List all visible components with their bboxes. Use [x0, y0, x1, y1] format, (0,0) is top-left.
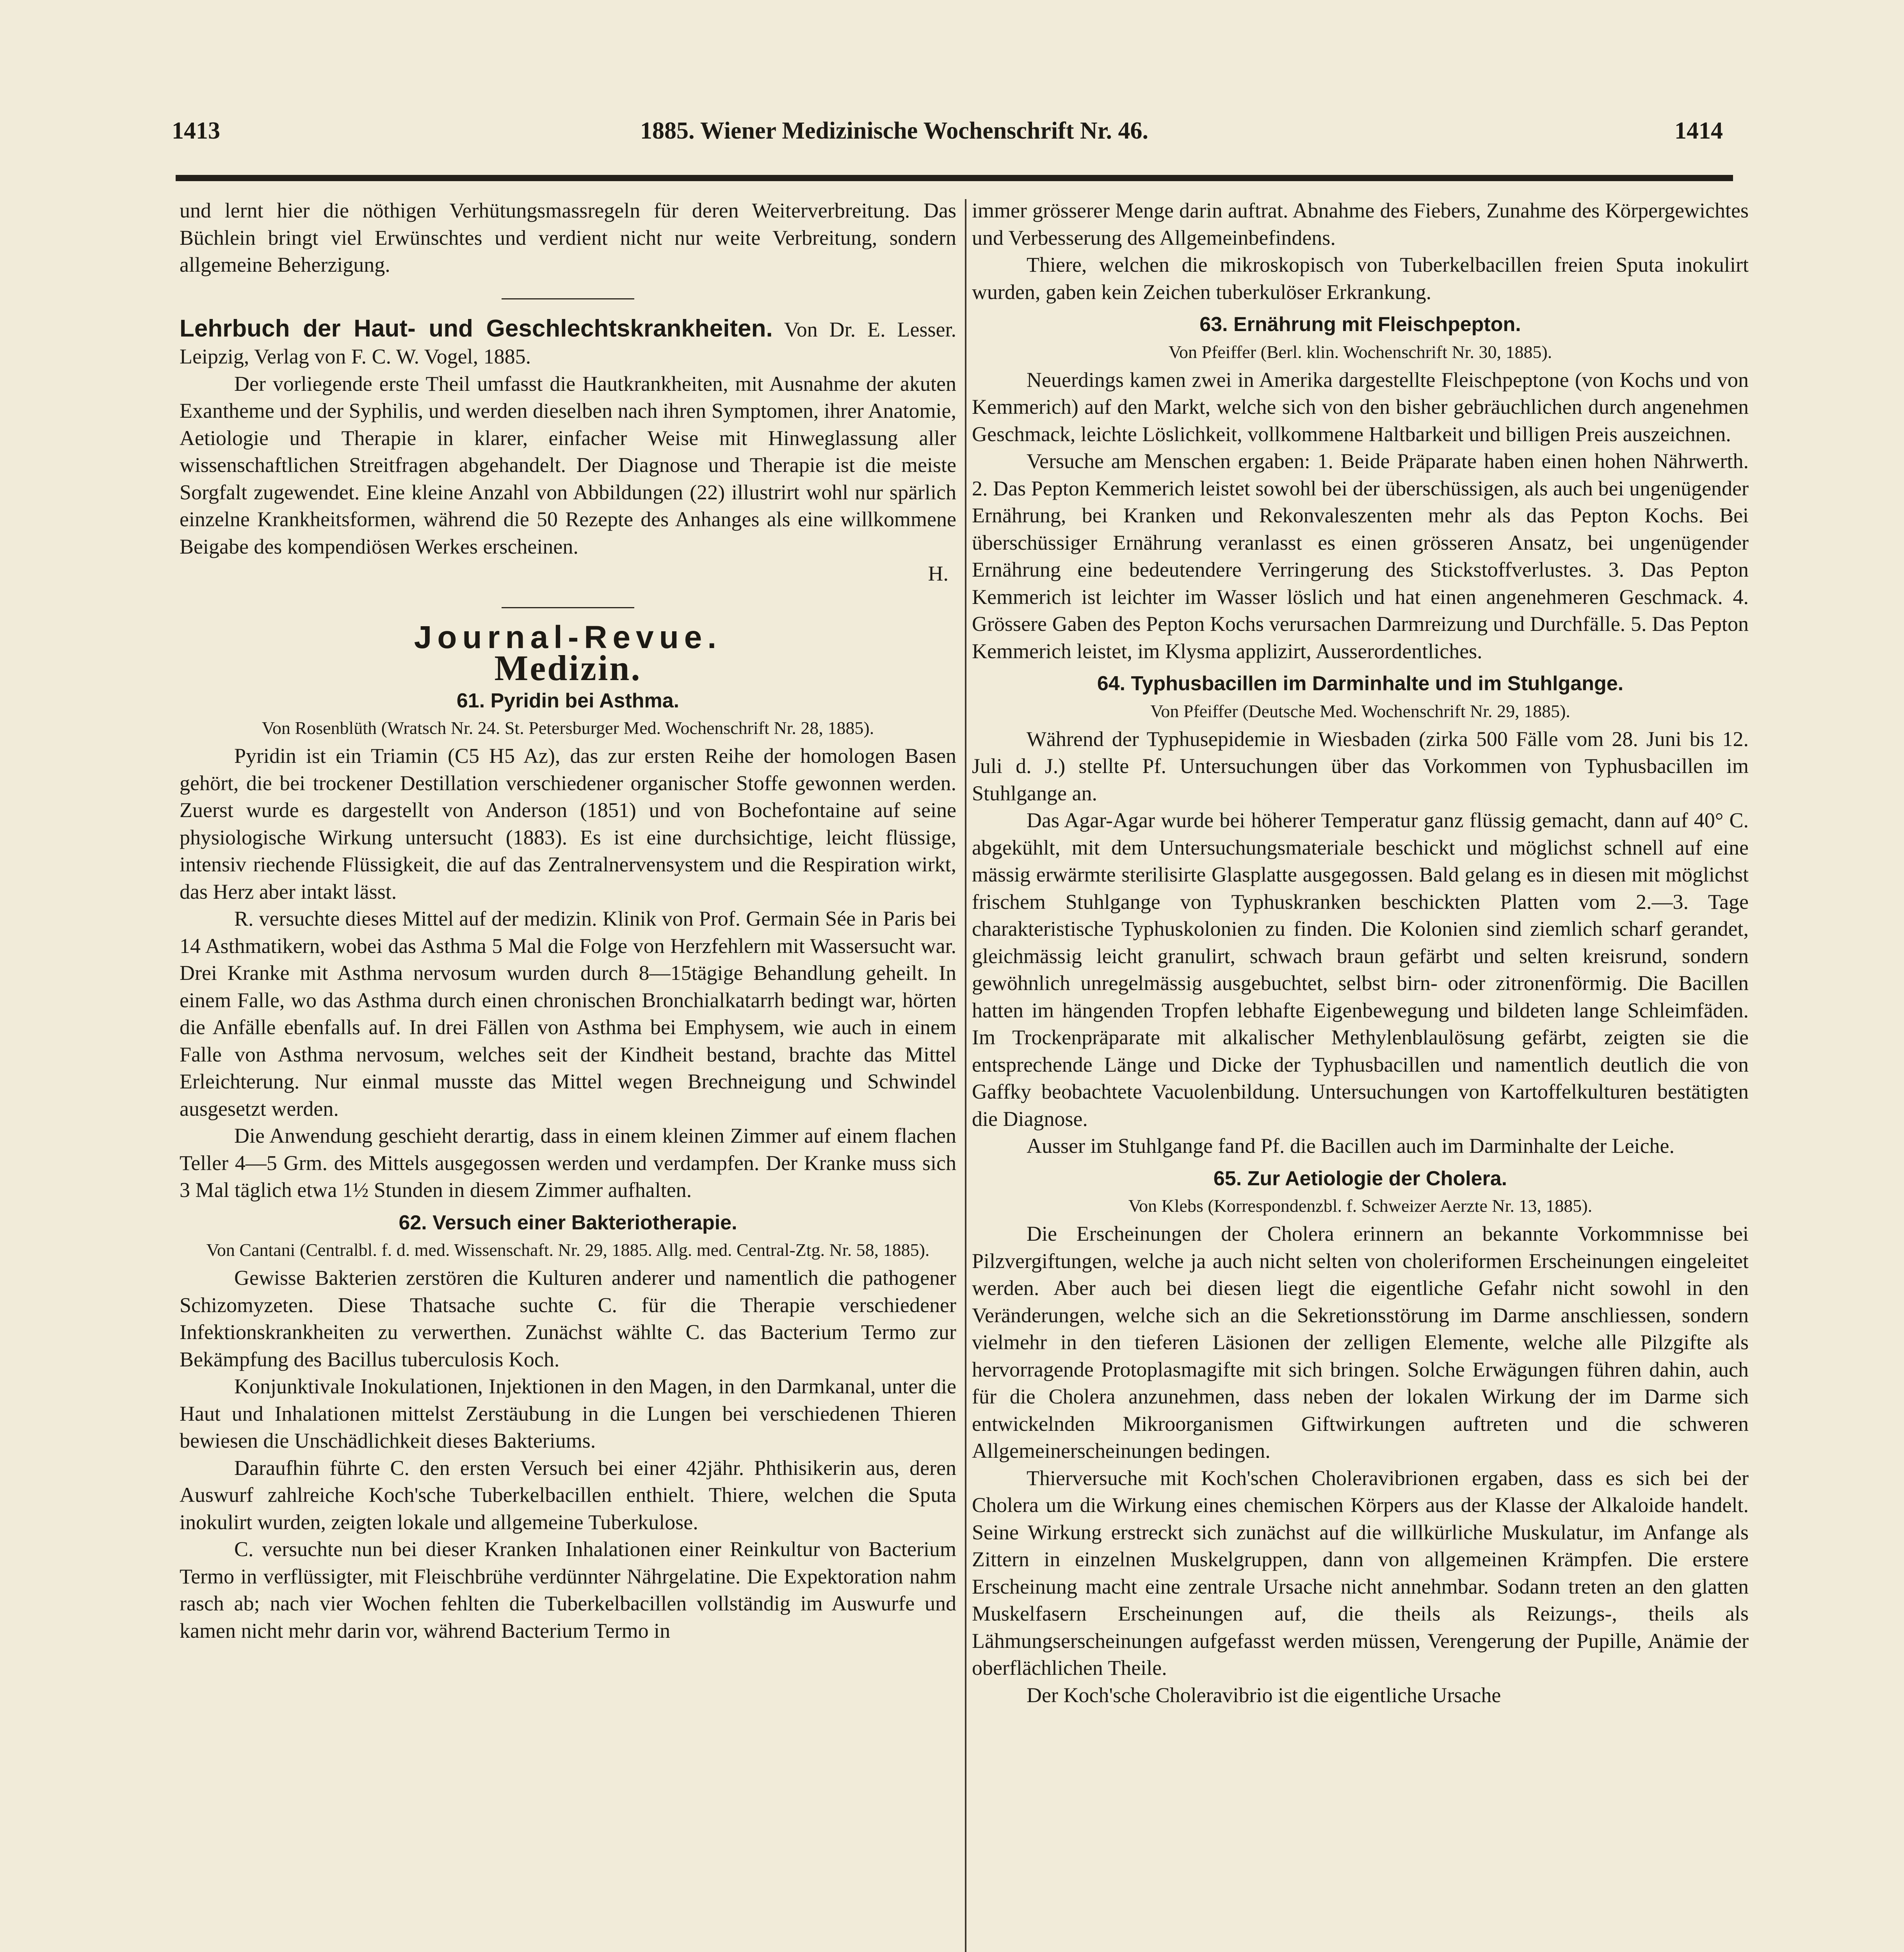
article-title: 61. Pyridin bei Asthma. — [456, 689, 680, 712]
paragraph: Versuche am Menschen ergaben: 1. Beide Präparate haben einen hohen Nährwerth. 2. Das Pepton Kemmerich leistet sowohl bei der überschüssigen, als auch bei ungenügender Ernährung, bei Kranken und Rekonvaleszenten mehr als das Pepton Kochs. Bei überschüssiger Ernährung veranlasst es einen grösseren Ansatz, bei ungenügender Ernährung eine bedeutendere Verringerung des Stickstoffverlustes. 3. Das Pepton Kemmerich ist leichter im Wasser löslich und hat einen angenehmeren Geschmack. 4. Grössere Gaben des Pepton Kochs verursachen Darmreizung und Durchfälle. 5. Das Pepton Kemmerich leistet, im Klysma applizirt, Ausserordentliches. — [972, 449, 1749, 663]
paragraph: Der vorliegende erste Theil umfasst die Hautkrankheiten, mit Ausnahme der akuten Exantheme und der Syphilis, und werden dieselben nach ihren Symptomen, ihrer Anatomie, Aetiologie und Therapie in klarer, einfacher Weise mit Hinweglassung aller wissenschaftlichen Streitfragen abgehandelt. Der Diagnose und Therapie ist die meiste Sorgfalt zugewendet. Eine kleine Anzahl von Abbildungen (22) illustrirt wohl nur spärlich einzelne Krankheitsformen, während die 50 Rezepte des Anhanges als eine willkommene Beigabe des kompendiösen Werkes erscheinen. — [180, 372, 956, 558]
paragraph: und lernt hier die nöthigen Verhütungsmassregeln für deren Weiterverbreitung. Das Büchlein bringt viel Erwünschtes und verdient nicht nur weite Verbreitung, sondern allgemeine Beherzigung. — [180, 199, 956, 276]
paragraph: Das Agar-Agar wurde bei höherer Temperatur ganz flüssig gemacht, dann auf 40° C. abgekühlt, mit dem Untersuchungsmateriale beschickt und möglichst schnell auf eine mässig erwärmte sterilisirte Glasplatte ausgegossen. Bald gelang es in diesen mit möglichst frischem Stuhlgange von Typhuskranken beschickten Platten vom 2.—3. Tage charakteristische Typhuskolonien zu finden. Die Kolonien sind ziemlich scharf gerandet, gleichmässig leicht granulirt, schwach braun gefärbt und selten kreisrund, sondern gewöhnlich unregelmässig ausgebuchtet, selbst birn- oder zitronenförmig. Die Bacillen hatten im hängenden Tropfen lebhafte Eigenbewegung und bildeten lange Schleimfäden. Im Trockenpräparate mit alkalischer Methylenblaulösung gefärbt, zeigten sie die entsprechende Länge und Dicke der Typhusbacillen und namentlich deutlich die von Gaffky beobachtete Vacuolenbildung. Untersuchungen von Kartoffelkulturen bestätigten die Diagnose. — [972, 809, 1749, 1131]
article-source: Von Pfeiffer (Berl. klin. Wochenschrift Nr. 30, 1885). — [1168, 342, 1552, 362]
paragraph: Die Anwendung geschieht derartig, dass in einem kleinen Zimmer auf einem flachen Teller 4—5 Grm. des Mittels ausgegossen werden und verdampfen. Der Kranke muss sich 3 Mal täglich etwa 1½ Stunden in diesem Zimmer aufhalten. — [180, 1124, 956, 1202]
article-source: Von Klebs (Korrespondenzbl. f. Schweizer Aerzte Nr. 13, 1885). — [1128, 1196, 1593, 1216]
book-meta: Von Dr. E. Lesser. Leipzig, Verlag von F. C. W. Vogel, 1885. — [180, 317, 956, 368]
separator-rule — [502, 298, 634, 299]
right-column — [972, 197, 1749, 1709]
column-divider — [965, 199, 966, 1952]
paragraph: Neuerdings kamen zwei in Amerika dargestellte Fleischpeptone (von Kochs und von Kemmerich) auf den Markt, welche sich von den bisher gebräuchlichen durch angenehmen Geschmack, leichte Löslichkeit, vollkommene Haltbarkeit und billigen Preis auszeichnen. — [972, 368, 1749, 446]
paragraph: Der Koch'sche Choleravibrio ist die eigentliche Ursache — [1027, 1683, 1501, 1707]
paragraph: Ausser im Stuhlgange fand Pf. die Bacillen auch im Darminhalte der Leiche. — [1027, 1134, 1674, 1158]
article-title: 62. Versuch einer Bakteriotherapie. — [399, 1211, 737, 1234]
separator-rule — [502, 607, 634, 608]
section-heading: Medizin. — [494, 648, 642, 688]
paragraph: Pyridin ist ein Triamin (C5 H5 Az), das zur ersten Reihe der homologen Basen gehört, die bei trockener Destillation verschiedener organischer Stoffe gewonnen werden. Zuerst wurde es dargestellt von Anderson (1851) und von Bochefontaine auf seine physiologische Wirkung untersucht (1883). Es ist eine durchsichtige, leicht flüssige, intensiv riechende Flüssigkeit, die auf das Zentralnervensystem und die Respiration wirkt, das Herz aber intakt lässt. — [180, 744, 956, 903]
journal-title: 1885. Wiener Medizinische Wochenschrift Nr. 46. — [640, 118, 1148, 144]
paragraph: Thierversuche mit Koch'schen Choleravibrionen ergaben, dass es sich bei der Cholera um die Wirkung eines chemischen Körpers aus der Klasse der Alkaloide handelt. Seine Wirkung erstreckt sich zunächst auf die willkürliche Muskulatur, im Anfange als Zittern in einzelnen Muskelgruppen, dann von allgemeinen Krämpfen. Die erstere Erscheinung macht eine zentrale Ursache nicht annehmbar. Sodann treten an den glatten Muskelfasern Erscheinungen auf, die theils als Reizungs-, theils als Lähmungserscheinungen aufgefasst werden müssen, Verengerung der Pupille, Anämie der oberflächlichen Theile. — [972, 1466, 1749, 1680]
left-column — [180, 197, 956, 1644]
paragraph: Thiere, welchen die mikroskopisch von Tuberkelbacillen freien Sputa inokulirt wurden, gaben kein Zeichen tuberkulöser Erkrankung. — [972, 253, 1749, 304]
running-header — [0, 117, 1904, 160]
article-title: 64. Typhusbacillen im Darminhalte und im Stuhlgange. — [1097, 672, 1624, 695]
paragraph: C. versuchte nun bei dieser Kranken Inhalationen einer Reinkultur von Bacterium Termo in verflüssigter, mit Fleischbrühe verdünnter Nährgelatine. Die Expektoration nahm rasch ab; nach vier Wochen fehlten die Tuberkelbacillen vollständig im Auswurfe und kamen nicht mehr darin vor, während Bacterium Termo in — [180, 1537, 956, 1642]
article-source: Von Cantani (Centralbl. f. d. med. Wissenschaft. Nr. 29, 1885. Allg. med. Central-Ztg. Nr. 58, 1885). — [206, 1240, 930, 1260]
header-rule — [176, 175, 1733, 181]
article-title: 63. Ernährung mit Fleischpepton. — [1199, 313, 1521, 336]
page-number-left: 1413 — [172, 118, 220, 144]
book-review-heading — [180, 315, 956, 370]
review-signature: H. — [928, 562, 948, 585]
paragraph: Während der Typhusepidemie in Wiesbaden (zirka 500 Fälle vom 28. Juni bis 12. Juli d. J.) stellte Pf. Untersuchungen über das Vorkommen von Typhusbacillen im Stuhlgange an. — [972, 727, 1749, 805]
paragraph: Daraufhin führte C. den ersten Versuch bei einer 42jähr. Phthisikerin aus, deren Auswurf zahlreiche Koch'sche Tuberkelbacillen enthielt. Thiere, welchen die Sputa inokulirt wurden, zeigten lokale und allgemeine Tuberkulose. — [180, 1456, 956, 1534]
page-number-right: 1414 — [1674, 118, 1723, 144]
paragraph: Die Erscheinungen der Cholera erinnern an bekannte Vorkommnisse bei Pilzvergiftungen, welche ja auch nicht selten von choleriformen Erscheinungen eingeleitet werden. Aber auch bei diesen liegt die eigentliche Gefahr nicht sowohl in den Veränderungen, welche sich an die Sekretionsstörung im Darme anschliessen, sondern vielmehr in den tieferen Läsionen der zelligen Elemente, welche alle Pilzgifte als hervorragende Protoplasmagifte mit sich bringen. Solche Erwägungen führen dahin, auch für die Cholera anzunehmen, dass neben der lokalen Wirkung der im Darme sich entwickelnden Mikroorganismen Giftwirkungen auftreten und die schweren Allgemeinerscheinungen bedingen. — [972, 1222, 1749, 1462]
paragraph: Konjunktivale Inokulationen, Injektionen in den Magen, in den Darmkanal, unter die Haut und Inhalationen mittelst Zerstäubung in die Lungen bei verschiedenen Thieren bewiesen die Unschädlichkeit dieses Bakteriums. — [180, 1375, 956, 1452]
book-title: Lehrbuch der Haut- und Geschlechtskrankheiten. — [180, 315, 773, 342]
journal-revue-heading: Journal-Revue. — [414, 619, 722, 655]
article-source: Von Pfeiffer (Deutsche Med. Wochenschrift Nr. 29, 1885). — [1150, 701, 1570, 721]
paragraph: Gewisse Bakterien zerstören die Kulturen anderer und namentlich die pathogener Schizomyzeten. Diese Thatsache suchte C. für die Therapie verschiedener Infektionskrankheiten zu verwerthen. Zunächst wählte C. das Bacterium Termo zur Bekämpfung des Bacillus tuberculosis Koch. — [180, 1266, 956, 1371]
article-source: Von Rosenblüth (Wratsch Nr. 24. St. Petersburger Med. Wochenschrift Nr. 28, 1885). — [262, 718, 874, 738]
paragraph: R. versuchte dieses Mittel auf der medizin. Klinik von Prof. Germain Sée in Paris bei 14 Asthmatikern, wobei das Asthma 5 Mal die Folge von Herzfehlern mit Wassersucht war. Drei Kranke mit Asthma nervosum wurden durch 8—15tägige Behandlung geheilt. In einem Falle, wo das Asthma durch einen chronischen Bronchialkatarrh bedingt war, hörten die Anfälle ebenfalls auf. In drei Fällen von Asthma bei Emphysem, wie auch in einem Falle von Asthma nervosum, welches seit der Kindheit bestand, brachte das Mittel Erleichterung. Nur einmal musste das Mittel wegen Brechneigung und Schwindel ausgesetzt werden. — [180, 907, 956, 1120]
article-title: 65. Zur Aetiologie der Cholera. — [1213, 1167, 1507, 1190]
paragraph: immer grösserer Menge darin auftrat. Abnahme des Fiebers, Zunahme des Körpergewichtes und Verbesserung des Allgemeinbefindens. — [972, 199, 1749, 249]
